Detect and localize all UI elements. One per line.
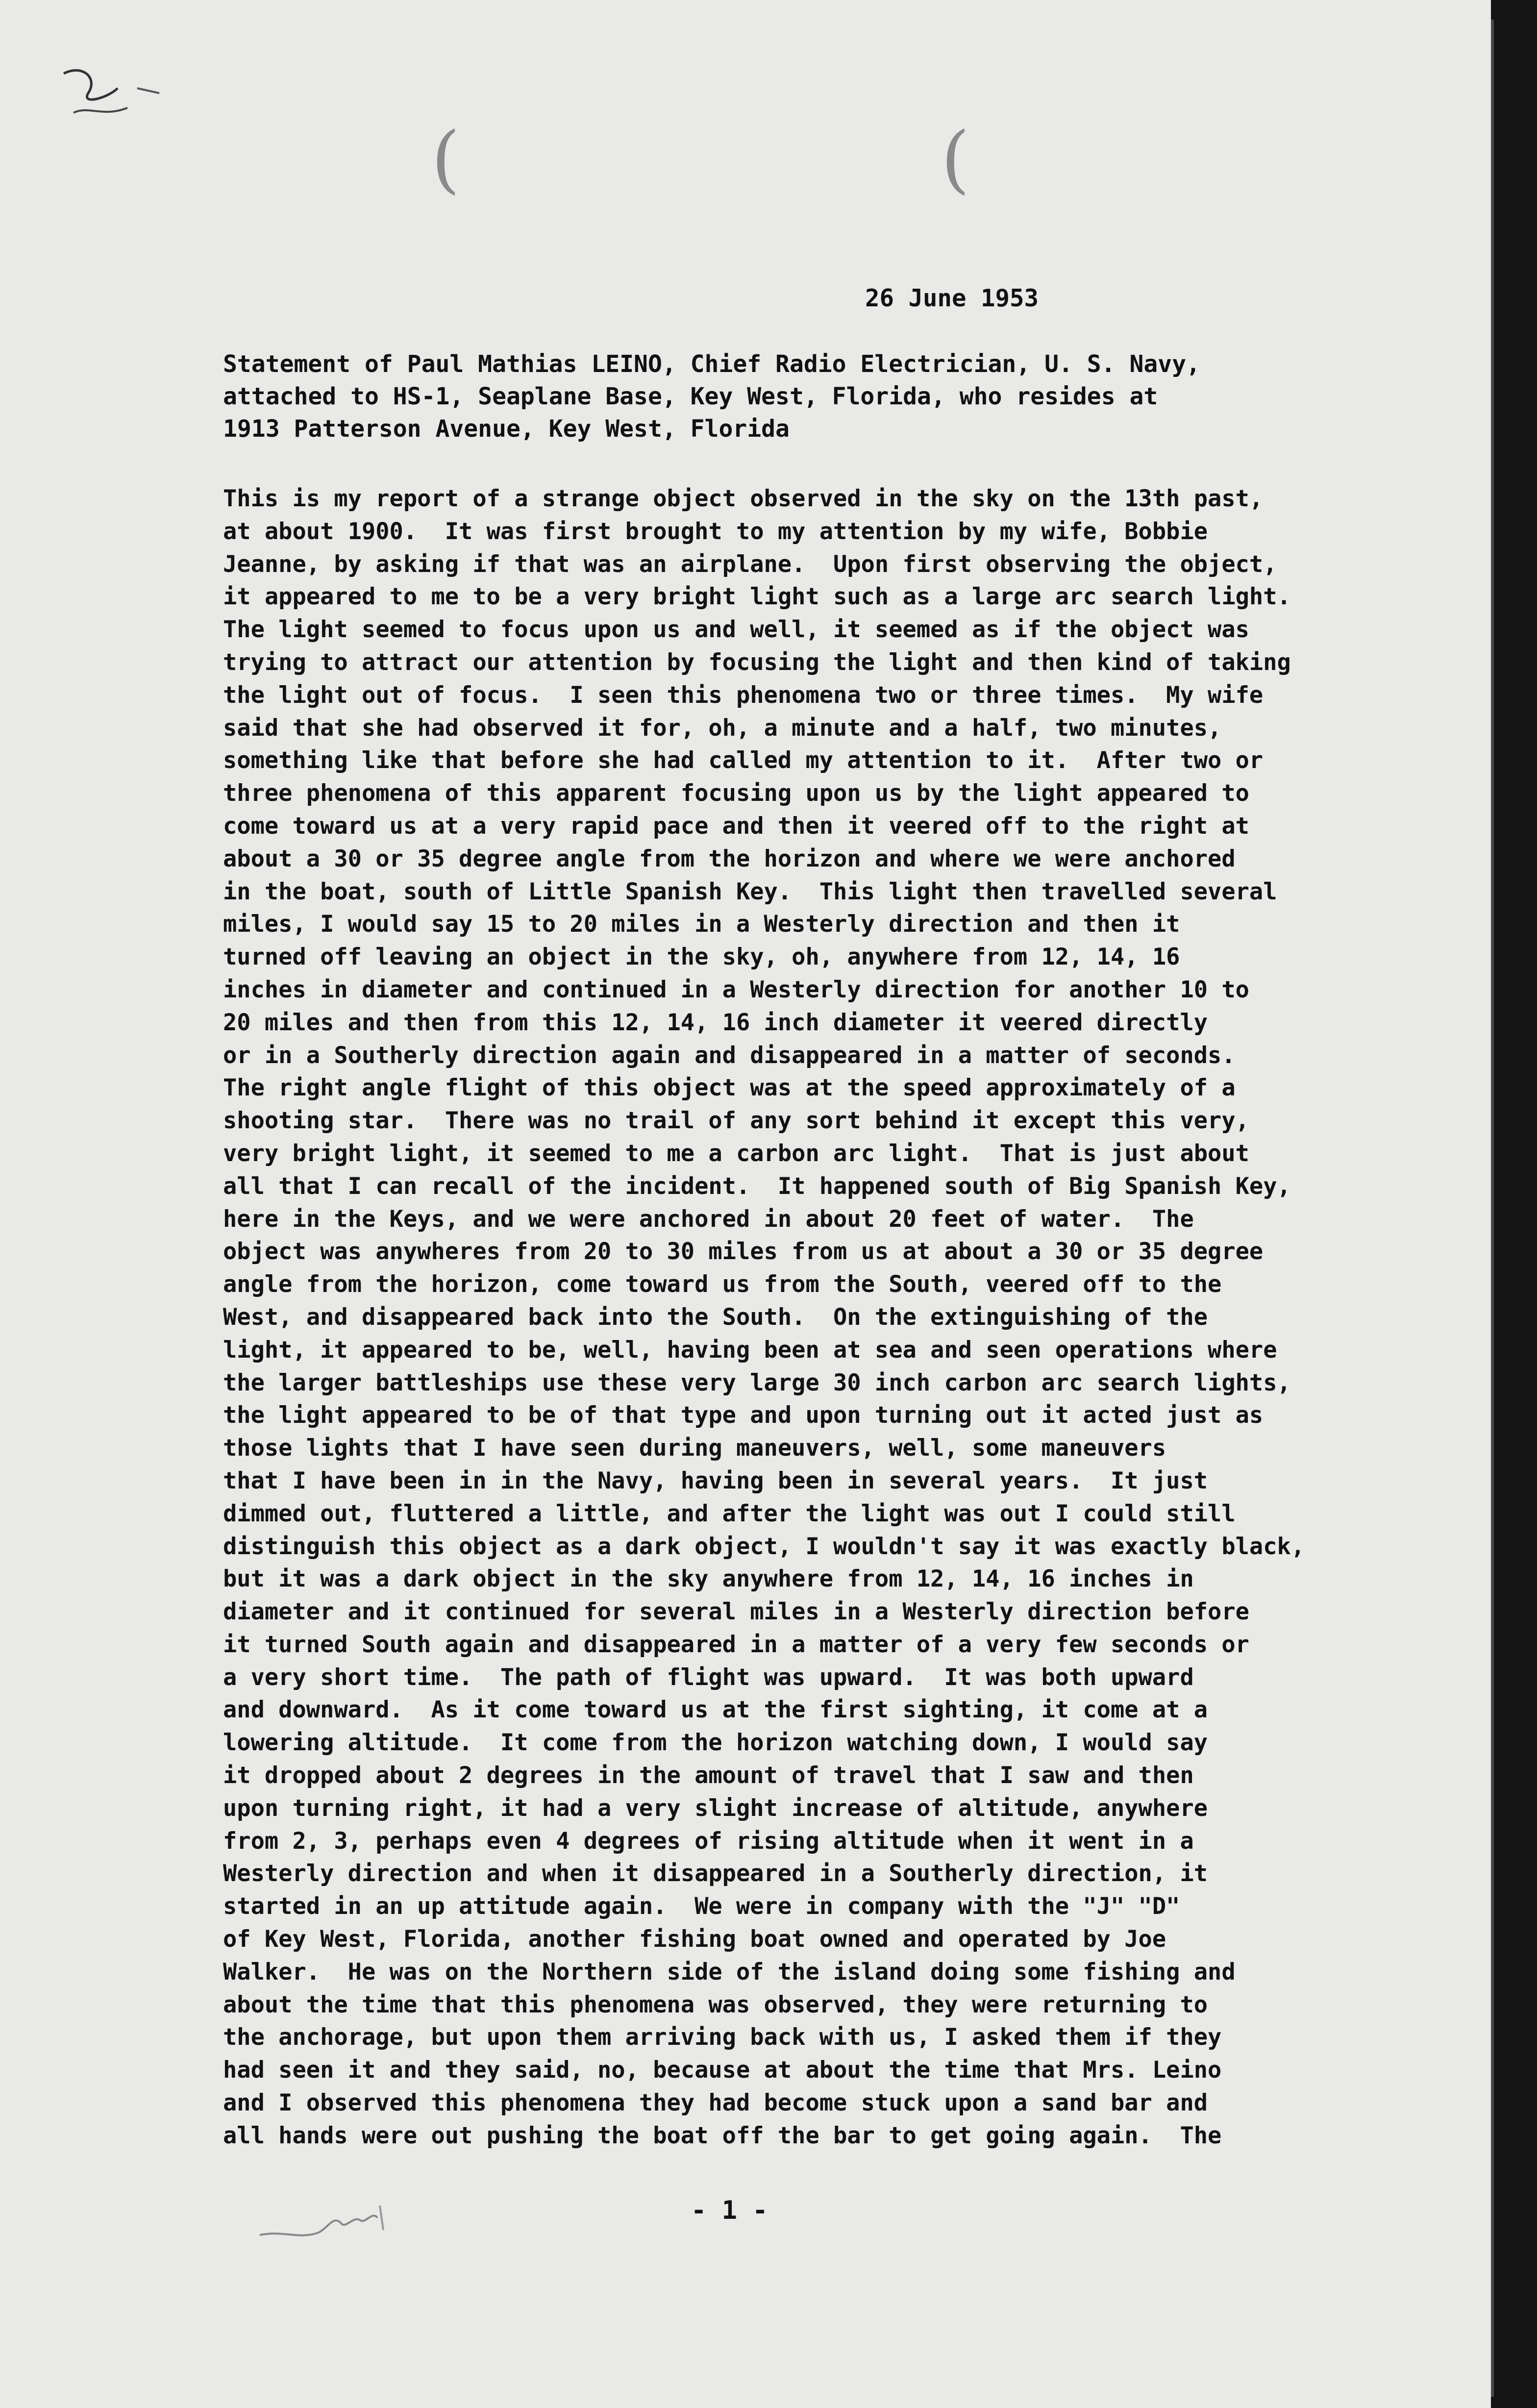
body-line: a very short time. The path of flight was upward. It was both upward bbox=[223, 1663, 1194, 1691]
body-line: West, and disappeared back into the South. On the extinguishing of the bbox=[223, 1303, 1208, 1331]
body-line: trying to attract our attention by focusing the light and then kind of taking bbox=[223, 648, 1291, 676]
body-line: here in the Keys, and we were anchored in about 20 feet of water. The bbox=[223, 1205, 1194, 1233]
body-line: turned off leaving an object in the sky, oh, anywhere from 12, 14, 16 bbox=[223, 943, 1180, 971]
body-line: Jeanne, by asking if that was an airplane. Upon first observing the object, bbox=[223, 550, 1277, 578]
body-line: it turned South again and disappeared in a matter of a very few seconds or bbox=[223, 1631, 1249, 1658]
body-line: but it was a dark object in the sky anywhere from 12, 14, 16 inches in bbox=[223, 1565, 1194, 1593]
body-line: Westerly direction and when it disappeared in a Southerly direction, it bbox=[223, 1860, 1208, 1887]
body-line: very bright light, it seemed to me a carbon arc light. That is just about bbox=[223, 1140, 1249, 1167]
body-line: come toward us at a very rapid pace and then it veered off to the right at bbox=[223, 812, 1249, 840]
body-line: at about 1900. It was first brought to my attention by my wife, Bobbie bbox=[223, 518, 1208, 545]
scan-border bbox=[1491, 0, 1537, 2408]
body-line: it dropped about 2 degrees in the amount of travel that I saw and then bbox=[223, 1762, 1194, 1789]
body-line: light, it appeared to be, well, having been at sea and seen operations where bbox=[223, 1336, 1277, 1364]
body-line: Walker. He was on the Northern side of the island doing some fishing and bbox=[223, 1958, 1236, 1986]
body-line: object was anywheres from 20 to 30 miles from us at about a 30 or 35 degree bbox=[223, 1238, 1264, 1266]
body-line: it appeared to me to be a very bright light such as a large arc search light. bbox=[223, 583, 1291, 611]
body-line: of Key West, Florida, another fishing boat owned and operated by Joe bbox=[223, 1926, 1166, 1953]
body-line: This is my report of a strange object observed in the sky on the 13th past, bbox=[223, 485, 1264, 512]
body-line: the light out of focus. I seen this phenomena two or three times. My wife bbox=[223, 681, 1264, 709]
heading-line: Statement of Paul Mathias LEINO, Chief Radio Electrician, U. S. Navy, bbox=[223, 350, 1200, 378]
body-line: diameter and it continued for several miles in a Westerly direction before bbox=[223, 1598, 1249, 1626]
body-line: had seen it and they said, no, because at about the time that Mrs. Leino bbox=[223, 2057, 1222, 2084]
body-line: the anchorage, but upon them arriving back with us, I asked them if they bbox=[223, 2024, 1222, 2051]
body-line: those lights that I have seen during maneuvers, well, some maneuvers bbox=[223, 1435, 1166, 1462]
body-line: in the boat, south of Little Spanish Key. This light then travelled several bbox=[223, 878, 1277, 905]
body-line: the light appeared to be of that type and upon turning out it acted just as bbox=[223, 1402, 1264, 1429]
body-line: three phenomena of this apparent focusing upon us by the light appeared to bbox=[223, 780, 1249, 807]
punch-hole-right: ( bbox=[941, 117, 970, 202]
body-line: all hands were out pushing the boat off the bar to get going again. The bbox=[223, 2122, 1222, 2149]
body-line: that I have been in in the Navy, having been in several years. It just bbox=[223, 1467, 1208, 1494]
body-line: miles, I would say 15 to 20 miles in a Westerly direction and then it bbox=[223, 911, 1180, 938]
body-line: dimmed out, fluttered a little, and after the light was out I could still bbox=[223, 1500, 1236, 1527]
body-line: The right angle flight of this object was at the speed approximately of a bbox=[223, 1074, 1236, 1102]
heading-line: 1913 Patterson Avenue, Key West, Florida bbox=[223, 415, 790, 443]
body-line: angle from the horizon, come toward us from the South, veered off to the bbox=[223, 1271, 1222, 1298]
body-line: or in a Southerly direction again and disappeared in a matter of seconds. bbox=[223, 1042, 1236, 1069]
body-line: about a 30 or 35 degree angle from the horizon and where we were anchored bbox=[223, 845, 1236, 872]
body-line: said that she had observed it for, oh, a minute and a half, two minutes, bbox=[223, 714, 1222, 742]
body-line: and downward. As it come toward us at the first sighting, it come at a bbox=[223, 1696, 1208, 1724]
body-line: distinguish this object as a dark object, I wouldn't say it was exactly black, bbox=[223, 1533, 1305, 1560]
body-line: about the time that this phenomena was observed, they were returning to bbox=[223, 1991, 1208, 2018]
body-line: shooting star. There was no trail of any sort behind it except this very, bbox=[223, 1107, 1249, 1135]
body-line: 20 miles and then from this 12, 14, 16 inch diameter it veered directly bbox=[223, 1009, 1208, 1036]
body-line: all that I can recall of the incident. It happened south of Big Spanish Key, bbox=[223, 1172, 1291, 1200]
body-line: from 2, 3, perhaps even 4 degrees of rising altitude when it went in a bbox=[223, 1827, 1194, 1855]
punch-hole-left: ( bbox=[431, 117, 460, 202]
handwritten-initials bbox=[255, 2196, 402, 2255]
statement-heading bbox=[223, 348, 1399, 445]
body-line: lowering altitude. It come from the horizon watching down, I would say bbox=[223, 1729, 1208, 1757]
body-line: started in an up attitude again. We were in company with the "J" "D" bbox=[223, 1893, 1180, 1920]
heading-line: attached to HS-1, Seaplane Base, Key West, Florida, who resides at bbox=[223, 383, 1158, 410]
body-line: inches in diameter and continued in a Westerly direction for another 10 to bbox=[223, 976, 1249, 1003]
body-line: The light seemed to focus upon us and well, it seemed as if the object was bbox=[223, 616, 1249, 644]
page-number: - 1 - bbox=[691, 2196, 768, 2225]
body-line: and I observed this phenomena they had become stuck upon a sand bar and bbox=[223, 2089, 1208, 2117]
handwritten-mark bbox=[54, 59, 167, 137]
body-line: upon turning right, it had a very slight increase of altitude, anywhere bbox=[223, 1794, 1208, 1822]
scan-border-edge bbox=[1491, 20, 1494, 2397]
statement-body bbox=[223, 483, 1409, 2153]
body-line: something like that before she had called my attention to it. After two or bbox=[223, 747, 1264, 774]
document-date: 26 June 1953 bbox=[865, 284, 1039, 312]
body-line: the larger battleships use these very large 30 inch carbon arc search lights, bbox=[223, 1369, 1291, 1396]
